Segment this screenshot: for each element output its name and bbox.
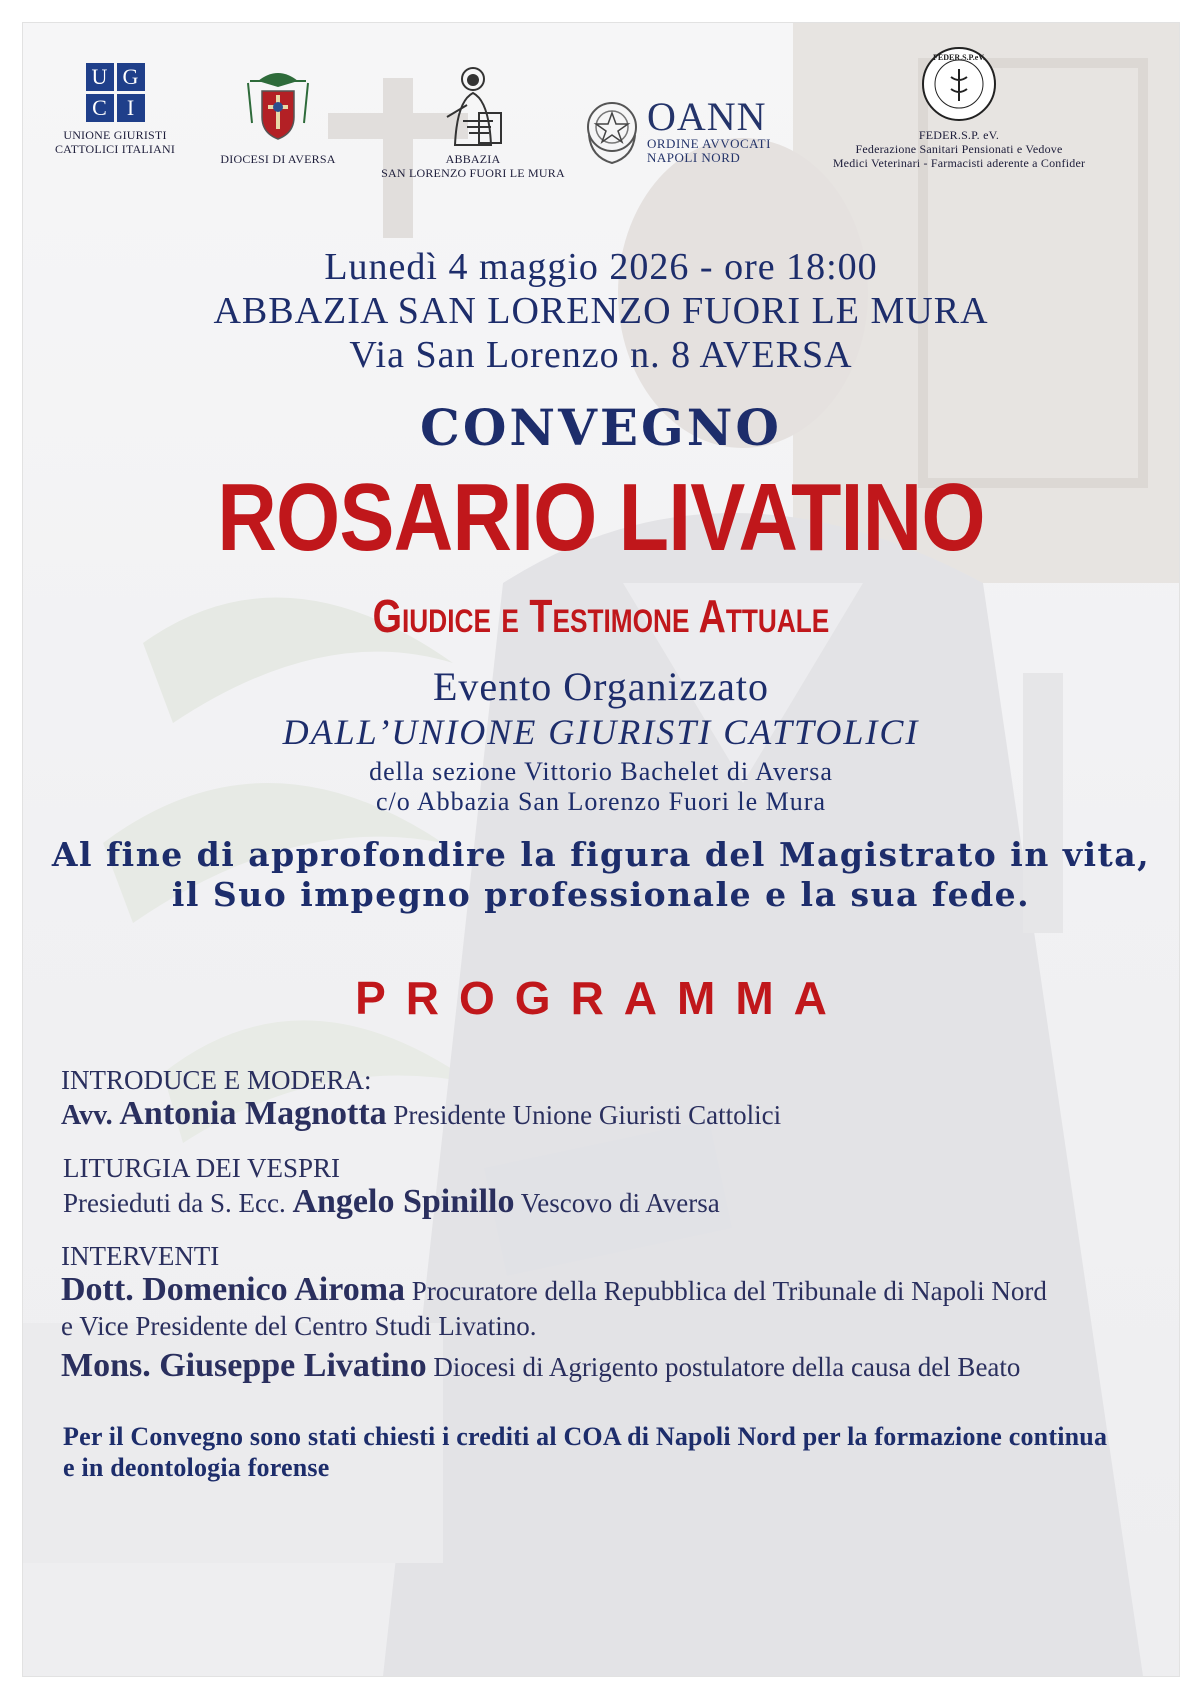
liturgia-line [63, 1183, 720, 1221]
aim-line-2: il Suo impegno professionale e la sua fede. [171, 875, 1031, 914]
feder-seal-icon [920, 45, 998, 123]
svg-text:FEDER.S.P.eV.: FEDER.S.P.eV. [932, 53, 986, 62]
feder-logo [809, 45, 1109, 170]
speaker2-role: Diocesi di Agrigento postulatore della causa del Beato [433, 1352, 1021, 1382]
bishop-coat-of-arms-icon [238, 67, 318, 147]
convegno-heading: CONVEGNO [420, 398, 782, 457]
feder-caption-1: FEDER.S.P. eV. [918, 128, 1000, 142]
credits-line-1: Per il Convegno sono stati chiesti i crediti al COA di Napoli Nord per la formazione continua [63, 1422, 1108, 1451]
italian-republic-emblem-icon [583, 95, 641, 171]
speaker1-role: Procuratore della Repubblica del Tribunale di Napoli Nord [411, 1276, 1047, 1306]
intro-line [61, 1095, 781, 1133]
event-venue: ABBAZIA SAN LORENZO FUORI LE MURA [213, 290, 989, 332]
intro-label: INTRODUCE E MODERA: [61, 1065, 372, 1095]
feder-caption-3: Medici Veterinari - Farmacisti aderente a Confider [832, 156, 1086, 170]
speaker1-line [61, 1271, 1047, 1309]
intro-name: Antonia Magnotta [119, 1095, 387, 1132]
organizer-line-4: c/o Abbazia San Lorenzo Fuori le Mura [376, 787, 826, 816]
abbazia-caption-2: SAN LORENZO FUORI LE MURA [381, 166, 565, 180]
aim-line-1: Al fine di approfondire la figura del Magistrato in vita, [51, 835, 1151, 874]
diocesi-caption: DIOCESI DI AVERSA [220, 152, 336, 166]
event-address: Via San Lorenzo n. 8 AVERSA [349, 334, 853, 376]
oann-logo [583, 95, 793, 195]
abbazia-logo [373, 65, 573, 180]
speaker2-line [61, 1347, 1020, 1385]
liturgia-role: Vescovo di Aversa [520, 1188, 720, 1218]
feder-caption-2: Federazione Sanitari Pensionati e Vedove [855, 142, 1063, 156]
subtitle: Giudice e Testimone Attuale [372, 590, 830, 642]
intro-prefix: Avv. [61, 1100, 113, 1131]
main-title: ROSARIO LIVATINO [217, 464, 985, 571]
organizer-line-1: Evento Organizzato [432, 664, 770, 709]
liturgia-label: LITURGIA DEI VESPRI [63, 1153, 341, 1183]
credits-line-2: e in deontologia forense [63, 1453, 330, 1482]
ugci-emblem-icon: U G C I [86, 63, 145, 122]
organizer-line-2: DALL’UNIONE GIURISTI CATTOLICI [282, 712, 920, 752]
speaker1-name: Dott. Domenico Airoma [61, 1271, 406, 1308]
poster [22, 22, 1180, 1677]
oann-subtitle-2: NAPOLI NORD [647, 150, 741, 165]
speaker1-role-continued: e Vice Presidente del Centro Studi Livatino. [61, 1311, 537, 1341]
ugci-caption-2: CATTOLICI ITALIANI [54, 142, 176, 156]
speaker2-name: Mons. Giuseppe Livatino [61, 1347, 427, 1384]
liturgia-prefix: Presieduti da S. Ecc. [63, 1188, 286, 1218]
saint-lorenzo-figure-icon [433, 65, 513, 147]
liturgia-name: Angelo Spinillo [292, 1183, 515, 1220]
oann-subtitle-1: ORDINE AVVOCATI [647, 136, 771, 151]
organizer-line-3: della sezione Vittorio Bachelet di Aversa [369, 757, 833, 786]
ugci-logo [45, 63, 185, 156]
diocesi-logo [213, 67, 343, 166]
intro-role: Presidente Unione Giuristi Cattolici [393, 1100, 782, 1130]
ugci-caption-1: UNIONE GIURISTI [63, 128, 167, 142]
event-date-time: Lunedì 4 maggio 2026 - ore 18:00 [324, 246, 878, 288]
oann-title: OANN [647, 94, 767, 139]
programma-heading: PROGRAMMA [355, 972, 847, 1024]
abbazia-caption-1: ABBAZIA [445, 152, 501, 166]
interventi-label: INTERVENTI [61, 1241, 220, 1271]
